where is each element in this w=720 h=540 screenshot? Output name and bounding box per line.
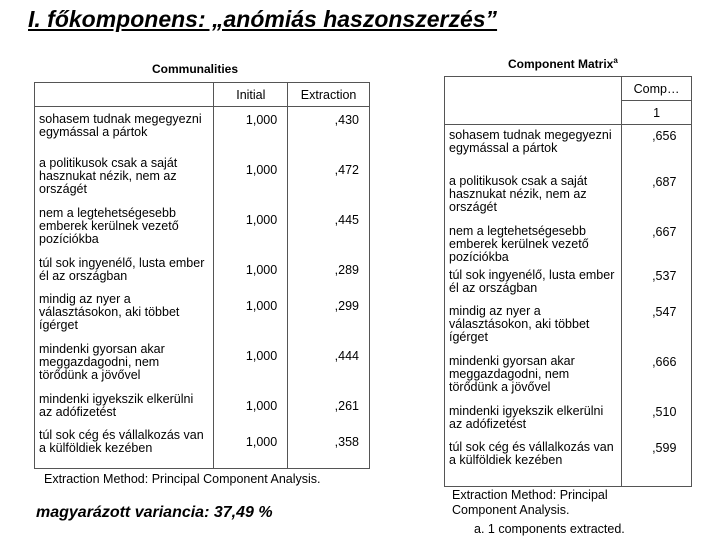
row-label: a politikusok csak a saját hasznukat nézik, nem az országét xyxy=(35,157,214,207)
row-label: sohasem tudnak megegyezni egymással a pártok xyxy=(35,107,214,157)
cell-extraction: ,289 xyxy=(288,257,370,293)
row-label: nem a legtehetségesebb emberek kerülnek vezető pozíciókba xyxy=(35,207,214,257)
row-label: mindenki gyorsan akar meggazdagodni, nem törődünk a jövővel xyxy=(445,355,622,405)
header-initial: Initial xyxy=(214,83,288,107)
communalities-table xyxy=(34,82,370,469)
cell-loading: ,510 xyxy=(622,405,692,441)
component-matrix-table xyxy=(444,76,692,487)
component-matrix-title: Component Matrix xyxy=(508,57,614,71)
table-row xyxy=(445,225,692,269)
row-label: mindenki igyekszik elkerülni az adófizetést xyxy=(35,393,214,429)
communalities-caption: Communalities xyxy=(152,62,239,76)
cell-extraction: ,430 xyxy=(288,107,370,157)
row-label: túl sok cég és vállalkozás van a külföldiek kezében xyxy=(35,429,214,469)
cell-loading: ,537 xyxy=(622,269,692,305)
cell-initial: 1,000 xyxy=(214,107,288,157)
row-label: mindig az nyer a választásokon, aki többet ígérget xyxy=(35,293,214,343)
table-row xyxy=(445,441,692,487)
cell-extraction: ,299 xyxy=(288,293,370,343)
cell-loading: ,656 xyxy=(622,125,692,175)
table-row xyxy=(35,343,370,393)
row-label: nem a legtehetségesebb emberek kerülnek vezető pozíciókba xyxy=(445,225,622,269)
cell-initial: 1,000 xyxy=(214,343,288,393)
row-label: mindig az nyer a választásokon, aki többet ígérget xyxy=(445,305,622,355)
cell-loading: ,666 xyxy=(622,355,692,405)
table-row xyxy=(35,157,370,207)
table-row xyxy=(35,293,370,343)
cell-extraction: ,444 xyxy=(288,343,370,393)
table-row xyxy=(445,269,692,305)
cell-extraction: ,358 xyxy=(288,429,370,469)
row-label: sohasem tudnak megegyezni egymással a pártok xyxy=(445,125,622,175)
table-row xyxy=(445,405,692,441)
cell-loading: ,667 xyxy=(622,225,692,269)
table-row xyxy=(35,207,370,257)
cell-initial: 1,000 xyxy=(214,207,288,257)
component-matrix-note: a. 1 components extracted. xyxy=(474,522,625,536)
table-row xyxy=(35,429,370,469)
cell-extraction: ,261 xyxy=(288,393,370,429)
communalities-footer: Extraction Method: Principal Component Analysis. xyxy=(44,472,321,486)
page-title: I. főkomponens: „anómiás haszonszerzés” xyxy=(28,6,498,32)
table-row xyxy=(445,305,692,355)
cell-initial: 1,000 xyxy=(214,293,288,343)
table-row xyxy=(445,175,692,225)
table-row xyxy=(35,257,370,293)
cell-initial: 1,000 xyxy=(214,257,288,293)
row-label: túl sok cég és vállalkozás van a külföldiek kezében xyxy=(445,441,622,487)
component-matrix-footer: Extraction Method: Principal Component Analysis. xyxy=(452,488,608,517)
row-label: mindenki igyekszik elkerülni az adófizetést xyxy=(445,405,622,441)
cell-loading: ,687 xyxy=(622,175,692,225)
header-component: Comp… xyxy=(622,77,692,101)
header-extraction: Extraction xyxy=(288,83,370,107)
component-matrix-sup: a xyxy=(613,56,618,65)
row-label: a politikusok csak a saját hasznukat nézik, nem az országét xyxy=(445,175,622,225)
table-row xyxy=(445,125,692,175)
cell-extraction: ,472 xyxy=(288,157,370,207)
cell-loading: ,547 xyxy=(622,305,692,355)
cell-initial: 1,000 xyxy=(214,157,288,207)
cell-extraction: ,445 xyxy=(288,207,370,257)
header-component-number: 1 xyxy=(622,101,692,125)
explained-variance: magyarázott variancia: 37,49 % xyxy=(36,504,273,521)
row-label: mindenki gyorsan akar meggazdagodni, nem törődünk a jövővel xyxy=(35,343,214,393)
cell-initial: 1,000 xyxy=(214,429,288,469)
table-row xyxy=(35,393,370,429)
cell-loading: ,599 xyxy=(622,441,692,487)
table-row xyxy=(35,107,370,157)
row-label: túl sok ingyenélő, lusta ember él az országban xyxy=(35,257,214,293)
row-label: túl sok ingyenélő, lusta ember él az országban xyxy=(445,269,622,305)
cell-initial: 1,000 xyxy=(214,393,288,429)
component-matrix-caption xyxy=(508,56,618,71)
table-row xyxy=(445,355,692,405)
